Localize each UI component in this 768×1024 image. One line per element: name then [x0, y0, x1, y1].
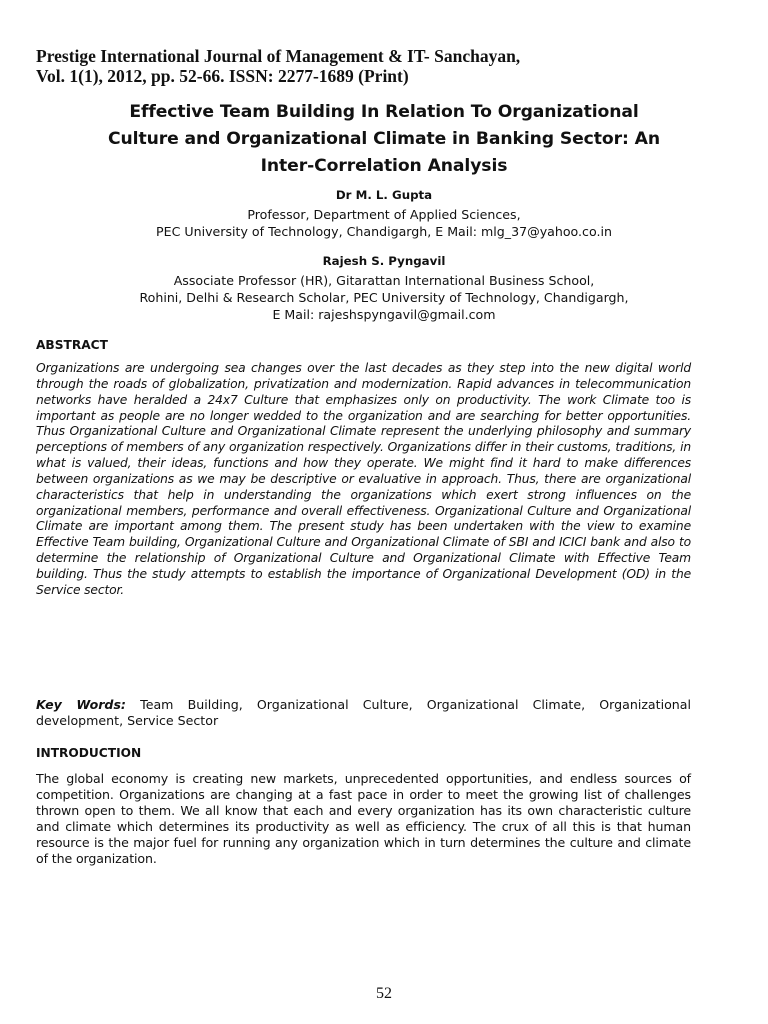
- journal-citation: [36, 46, 736, 86]
- journal-citation-line-1: Prestige International Journal of Management & IT- Sanchayan,: [36, 46, 521, 66]
- keywords-text: Team Building, Organizational Culture, Organizational Climate, Organizational development, Service Sector: [36, 697, 691, 728]
- paper-title-line-3: Inter-Correlation Analysis: [260, 156, 508, 176]
- keywords-paragraph: [36, 697, 691, 729]
- author-name: Rajesh S. Pyngavil: [322, 254, 446, 268]
- author-affiliation-line: Rohini, Delhi & Research Scholar, PEC University of Technology, Chandigargh,: [139, 290, 629, 305]
- paper-title: [24, 99, 744, 180]
- introduction-heading: INTRODUCTION: [36, 746, 142, 760]
- journal-citation-line-2: Vol. 1(1), 2012, pp. 52-66. ISSN: 2277-1689 (Print): [36, 66, 409, 86]
- abstract-heading: ABSTRACT: [36, 338, 108, 352]
- author-affiliation-line: PEC University of Technology, Chandigargh, E Mail: mlg_37@yahoo.co.in: [156, 224, 612, 239]
- author-block-2: [24, 253, 744, 323]
- author-affiliation-line: Associate Professor (HR), Gitarattan International Business School,: [173, 273, 595, 288]
- paper-title-line-2: Culture and Organizational Climate in Banking Sector: An: [108, 129, 660, 149]
- keywords-label: Key Words:: [36, 697, 126, 712]
- introduction-text: The global economy is creating new markets, unprecedented opportunities, and endless sources of competition. Organizations are changing at a fast pace in order to meet the growing list of challenges thrown open to them. We all know that each and every organization has its own characteristic culture and climate which determines its productivity as well as efficiency. The crux of all this is that human resource is the major fuel for running any organization which in turn determines the culture and climate of the organization.: [36, 771, 691, 866]
- author-block-1: [24, 187, 744, 240]
- author-affiliation-line: Professor, Department of Applied Sciences,: [247, 207, 521, 222]
- page-number: 52: [376, 985, 392, 1002]
- author-name: Dr M. L. Gupta: [335, 188, 433, 202]
- abstract-text: Organizations are undergoing sea changes over the last decades as they step into the new digital world through the roads of globalization, privatization and modernization. Rapid advances in telecommunication networks have heralded a 24x7 Culture that emphasizes only on productivity. The work Climate too is important as people are no longer wedded to the organization and are searching for better opportunities. Thus Organizational Culture and Organizational Climate represent the underlying philosophy and summary perceptions of members of any organization respectively. Organizations differ in their customs, traditions, in what is valued, their ideas, functions and how they operate. We might find it hard to make differences between organizations as we may be descriptive or evaluative in approach. Thus, there are organizational characteristics that help in understanding the organizations which exert strong influences on the organizational members, performance and overall effectiveness. Organizational Culture and Organizational Climate are important among them. The present study has been undertaken with the view to examine Effective Team building, Organizational Culture and Organizational Climate of SBI and ICICI bank and also to determine the relationship of Organizational Culture and Organizational Climate with Effective Team building. Thus the study attempts to establish the importance of Organizational Development (OD) in the Service sector.: [36, 361, 691, 597]
- paper-title-line-1: Effective Team Building In Relation To Organizational: [129, 102, 639, 122]
- author-affiliation-line: E Mail: rajeshspyngavil@gmail.com: [272, 307, 496, 322]
